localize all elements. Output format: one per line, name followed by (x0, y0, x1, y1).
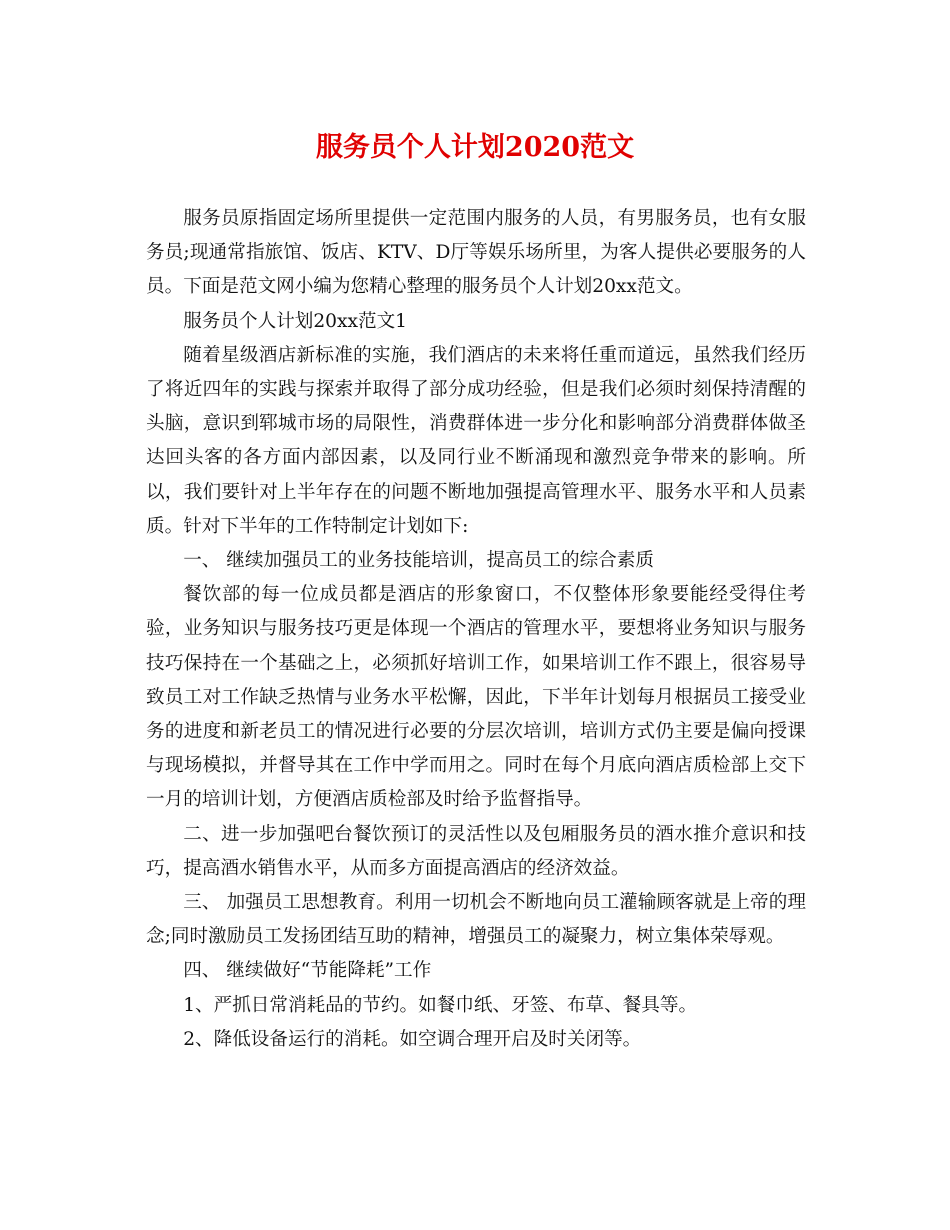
paragraph-item-4-sub-2: 2、降低设备运行的消耗。如空调合理开启及时关闭等。 (183, 1028, 642, 1050)
document-body (146, 202, 806, 1057)
paragraph-item-4-heading: 四、 继续做好“节能降耗”工作 (183, 960, 432, 982)
paragraph-item-1-heading: 一、 继续加强员工的业务技能培训，提高员工的综合素质 (183, 550, 654, 572)
paragraph-item-4-sub-1: 1、严抓日常消耗品的节约。如餐巾纸、牙签、布草、餐具等。 (183, 994, 698, 1016)
paragraph-item-1-body: 餐饮部的每一位成员都是酒店的形象窗口，不仅整体形象要能经受得住考验，业务知识与服务技巧更是体现一个酒店的管理水平，要想将业务知识与服务技巧保持在一个基础之上，必须抓好培训工作，如果培训工作不跟上，很容易导致员工对工作缺乏热情与业务水平松懈，因此，下半年计划每月根据员工接受业务的进度和新老员工的情况进行必要的分层次培训，培训方式仍主要是偏向授课与现场模拟，并督导其在工作中学而用之。同时在每个月底向酒店质检部上交下一月的培训计划，方便酒店质检部及时给予监督指导。 (146, 584, 806, 811)
paragraph-section-heading: 服务员个人计划20xx范文1 (183, 310, 407, 332)
paragraph-intro: 服务员原指固定场所里提供一定范围内服务的人员，有男服务员，也有女服务员;现通常指旅馆、饭店、KTV、D厅等娱乐场所里，为客人提供必要服务的人员。下面是范文网小编为您精心整理的服务员个人计划20xx范文。 (146, 208, 806, 298)
paragraph-item-3: 三、 加强员工思想教育。利用一切机会不断地向员工灌输顾客就是上帝的理念;同时激励员工发扬团结互助的精神，增强员工的凝聚力，树立集体荣辱观。 (146, 892, 806, 948)
paragraph-item-2: 二、进一步加强吧台餐饮预订的灵活性以及包厢服务员的酒水推介意识和技巧，提高酒水销售水平，从而多方面提高酒店的经济效益。 (146, 823, 806, 879)
document-title: 服务员个人计划2020范文 (315, 132, 635, 163)
paragraph-background: 随着星级酒店新标准的实施，我们酒店的未来将任重而道远，虽然我们经历了将近四年的实践与探索并取得了部分成功经验，但是我们必须时刻保持清醒的头脑，意识到郓城市场的局限性，消费群体进一步分化和影响部分消费群体做圣达回头客的各方面内部因素，以及同行业不断涌现和激烈竞争带来的影响。所以，我们要针对上半年存在的问题不断地加强提高管理水平、服务水平和人员素质。针对下半年的工作特制定计划如下: (146, 344, 806, 537)
